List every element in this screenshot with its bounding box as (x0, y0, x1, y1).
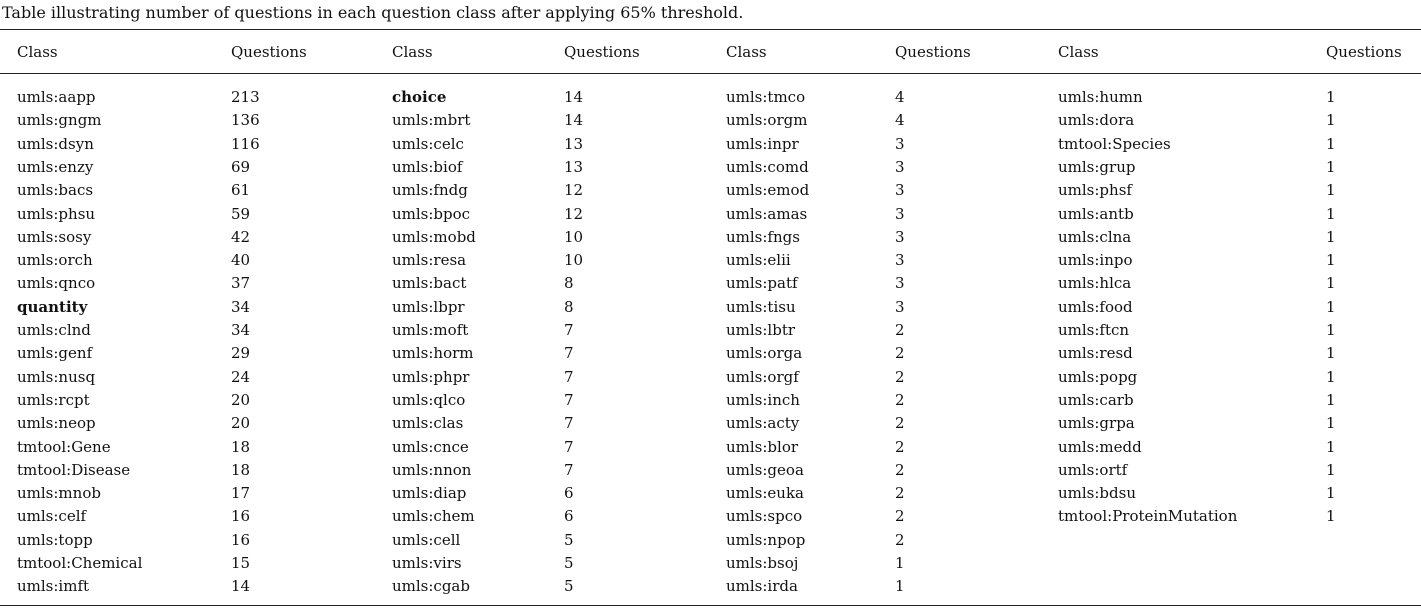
class-name-cell: umls:inch (726, 391, 800, 409)
class-name-cell: umls:sosy (17, 228, 92, 246)
column-header-questions: Questions (231, 43, 307, 61)
class-name-cell: umls:inpr (726, 135, 799, 153)
question-count-cell: 2 (895, 368, 905, 386)
class-name-cell: umls:acty (726, 414, 800, 432)
class-name-cell: umls:tmco (726, 88, 806, 106)
question-count-cell: 4 (895, 111, 905, 129)
question-count-cell: 40 (231, 251, 251, 269)
question-count-cell: 10 (564, 228, 584, 246)
question-count-cell: 7 (564, 461, 574, 479)
question-count-cell: 1 (1326, 88, 1336, 106)
question-count-cell: 1 (1326, 111, 1336, 129)
class-name-cell: umls:celf (17, 507, 87, 525)
class-name-cell: umls:mbrt (392, 111, 471, 129)
class-name-cell: umls:neop (17, 414, 96, 432)
class-name-cell: umls:nusq (17, 368, 96, 386)
question-count-cell: 1 (1326, 205, 1336, 223)
column-header-class: Class (392, 43, 433, 61)
class-name-cell: umls:enzy (17, 158, 94, 176)
class-name-cell: umls:lbtr (726, 321, 796, 339)
question-count-cell: 1 (1326, 484, 1336, 502)
class-name-cell: umls:virs (392, 554, 462, 572)
question-count-cell: 4 (895, 88, 905, 106)
class-name-cell: umls:popg (1058, 368, 1138, 386)
question-count-cell: 2 (895, 438, 905, 456)
question-count-cell: 61 (231, 181, 251, 199)
question-count-cell: 20 (231, 414, 251, 432)
class-name-cell: umls:moft (392, 321, 469, 339)
class-name-cell: umls:qnco (17, 274, 96, 292)
question-count-cell: 34 (231, 321, 251, 339)
table-header-rule (0, 73, 1421, 74)
question-count-cell: 17 (231, 484, 251, 502)
question-count-cell: 2 (895, 321, 905, 339)
question-count-cell: 2 (895, 391, 905, 409)
class-name-cell: umls:qlco (392, 391, 466, 409)
question-count-cell: 5 (564, 531, 574, 549)
class-name-cell: umls:chem (392, 507, 475, 525)
class-name-cell: umls:dsyn (17, 135, 94, 153)
class-name-cell: umls:gngm (17, 111, 102, 129)
question-count-cell: 1 (1326, 321, 1336, 339)
class-name-cell: umls:ortf (1058, 461, 1128, 479)
question-count-cell: 2 (895, 507, 905, 525)
class-name-cell: tmtool:Chemical (17, 554, 143, 572)
question-count-cell: 13 (564, 135, 584, 153)
class-name-cell: umls:imft (17, 577, 90, 595)
class-name-cell: umls:emod (726, 181, 810, 199)
class-name-cell: umls:genf (17, 344, 93, 362)
question-count-cell: 37 (231, 274, 251, 292)
column-header-questions: Questions (564, 43, 640, 61)
class-name-cell: quantity (17, 298, 88, 316)
class-name-cell: umls:grpa (1058, 414, 1135, 432)
class-name-cell: tmtool:Disease (17, 461, 131, 479)
question-count-cell: 29 (231, 344, 251, 362)
question-count-cell: 16 (231, 507, 251, 525)
class-name-cell: umls:aapp (17, 88, 96, 106)
class-name-cell: umls:rcpt (17, 391, 90, 409)
class-name-cell: umls:cnce (392, 438, 469, 456)
class-name-cell: umls:bpoc (392, 205, 471, 223)
class-name-cell: umls:patf (726, 274, 798, 292)
question-count-cell: 7 (564, 438, 574, 456)
question-count-cell: 2 (895, 484, 905, 502)
class-name-cell: umls:elii (726, 251, 791, 269)
question-count-cell: 8 (564, 274, 574, 292)
class-name-cell: umls:cgab (392, 577, 470, 595)
class-name-cell: umls:antb (1058, 205, 1134, 223)
question-count-cell: 7 (564, 414, 574, 432)
class-name-cell: choice (392, 88, 447, 106)
question-count-cell: 3 (895, 205, 905, 223)
class-name-cell: umls:clna (1058, 228, 1132, 246)
question-count-cell: 1 (1326, 135, 1336, 153)
class-name-cell: umls:npop (726, 531, 806, 549)
class-name-cell: umls:grup (1058, 158, 1136, 176)
question-count-cell: 14 (231, 577, 251, 595)
class-name-cell: umls:amas (726, 205, 808, 223)
class-name-cell: umls:mnob (17, 484, 101, 502)
class-name-cell: umls:clnd (17, 321, 91, 339)
question-count-cell: 3 (895, 158, 905, 176)
question-count-cell: 1 (1326, 251, 1336, 269)
class-name-cell: umls:bact (392, 274, 467, 292)
question-count-cell: 3 (895, 274, 905, 292)
question-count-cell: 6 (564, 484, 574, 502)
column-header-class: Class (1058, 43, 1099, 61)
class-name-cell: umls:ftcn (1058, 321, 1130, 339)
class-name-cell: umls:food (1058, 298, 1133, 316)
class-name-cell: umls:topp (17, 531, 93, 549)
question-count-cell: 3 (895, 181, 905, 199)
table-bottom-rule (0, 605, 1421, 606)
question-count-cell: 10 (564, 251, 584, 269)
class-name-cell: umls:medd (1058, 438, 1142, 456)
class-name-cell: umls:clas (392, 414, 464, 432)
question-count-cell: 24 (231, 368, 251, 386)
class-name-cell: umls:phsu (17, 205, 96, 223)
question-count-cell: 1 (1326, 438, 1336, 456)
question-count-cell: 1 (1326, 228, 1336, 246)
class-name-cell: umls:orch (17, 251, 93, 269)
question-count-cell: 7 (564, 391, 574, 409)
class-name-cell: umls:biof (392, 158, 463, 176)
class-name-cell: tmtool:Gene (17, 438, 111, 456)
question-count-cell: 6 (564, 507, 574, 525)
question-count-cell: 2 (895, 461, 905, 479)
class-name-cell: umls:bdsu (1058, 484, 1136, 502)
question-count-cell: 18 (231, 438, 251, 456)
question-count-cell: 5 (564, 554, 574, 572)
question-count-cell: 13 (564, 158, 584, 176)
question-count-cell: 1 (1326, 461, 1336, 479)
question-count-cell: 1 (1326, 158, 1336, 176)
class-name-cell: umls:resd (1058, 344, 1133, 362)
question-count-cell: 3 (895, 251, 905, 269)
class-name-cell: umls:horm (392, 344, 474, 362)
class-name-cell: umls:celc (392, 135, 464, 153)
question-count-cell: 1 (1326, 298, 1336, 316)
class-name-cell: tmtool:ProteinMutation (1058, 507, 1238, 525)
question-count-cell: 1 (1326, 507, 1336, 525)
class-name-cell: umls:carb (1058, 391, 1134, 409)
question-count-cell: 1 (895, 577, 905, 595)
question-count-cell: 12 (564, 181, 584, 199)
question-count-cell: 8 (564, 298, 574, 316)
class-name-cell: umls:spco (726, 507, 803, 525)
question-count-cell: 5 (564, 577, 574, 595)
question-count-cell: 3 (895, 135, 905, 153)
class-name-cell: umls:dora (1058, 111, 1135, 129)
class-name-cell: umls:comd (726, 158, 809, 176)
class-name-cell: umls:resa (392, 251, 467, 269)
class-name-cell: umls:orgm (726, 111, 808, 129)
class-name-cell: umls:cell (392, 531, 461, 549)
question-count-cell: 69 (231, 158, 251, 176)
question-count-cell: 2 (895, 414, 905, 432)
table-caption: Table illustrating number of questions in each question class after applying 65% threshold. (2, 3, 744, 22)
class-name-cell: umls:humn (1058, 88, 1143, 106)
class-name-cell: umls:geoa (726, 461, 804, 479)
class-name-cell: umls:bacs (17, 181, 94, 199)
question-count-cell: 1 (1326, 391, 1336, 409)
question-count-cell: 1 (1326, 368, 1336, 386)
class-name-cell: tmtool:Species (1058, 135, 1171, 153)
column-header-class: Class (17, 43, 58, 61)
class-name-cell: umls:tisu (726, 298, 796, 316)
class-name-cell: umls:orga (726, 344, 803, 362)
column-header-questions: Questions (1326, 43, 1402, 61)
question-count-cell: 14 (564, 111, 584, 129)
class-name-cell: umls:phsf (1058, 181, 1132, 199)
question-count-cell: 20 (231, 391, 251, 409)
class-name-cell: umls:bsoj (726, 554, 799, 572)
table-top-rule (0, 29, 1421, 30)
question-count-cell: 136 (231, 111, 260, 129)
class-name-cell: umls:blor (726, 438, 799, 456)
question-count-cell: 1 (1326, 274, 1336, 292)
class-name-cell: umls:inpo (1058, 251, 1133, 269)
question-count-cell: 116 (231, 135, 260, 153)
question-count-cell: 7 (564, 368, 574, 386)
question-count-cell: 2 (895, 531, 905, 549)
question-count-cell: 7 (564, 344, 574, 362)
question-count-cell: 42 (231, 228, 251, 246)
question-count-cell: 59 (231, 205, 251, 223)
question-count-cell: 15 (231, 554, 251, 572)
class-name-cell: umls:diap (392, 484, 467, 502)
question-count-cell: 12 (564, 205, 584, 223)
class-name-cell: umls:irda (726, 577, 798, 595)
class-name-cell: umls:euka (726, 484, 805, 502)
class-name-cell: umls:hlca (1058, 274, 1132, 292)
class-name-cell: umls:orgf (726, 368, 799, 386)
class-name-cell: umls:lbpr (392, 298, 465, 316)
question-count-cell: 14 (564, 88, 584, 106)
class-name-cell: umls:mobd (392, 228, 476, 246)
class-name-cell: umls:nnon (392, 461, 472, 479)
question-count-cell: 34 (231, 298, 251, 316)
class-name-cell: umls:fngs (726, 228, 800, 246)
question-count-cell: 2 (895, 344, 905, 362)
question-count-cell: 16 (231, 531, 251, 549)
question-count-cell: 7 (564, 321, 574, 339)
question-count-cell: 213 (231, 88, 260, 106)
question-count-cell: 1 (895, 554, 905, 572)
question-count-cell: 1 (1326, 181, 1336, 199)
question-count-cell: 1 (1326, 344, 1336, 362)
column-header-class: Class (726, 43, 767, 61)
question-count-cell: 3 (895, 228, 905, 246)
class-name-cell: umls:fndg (392, 181, 468, 199)
question-count-cell: 1 (1326, 414, 1336, 432)
column-header-questions: Questions (895, 43, 971, 61)
class-name-cell: umls:phpr (392, 368, 470, 386)
question-count-cell: 18 (231, 461, 251, 479)
question-count-cell: 3 (895, 298, 905, 316)
